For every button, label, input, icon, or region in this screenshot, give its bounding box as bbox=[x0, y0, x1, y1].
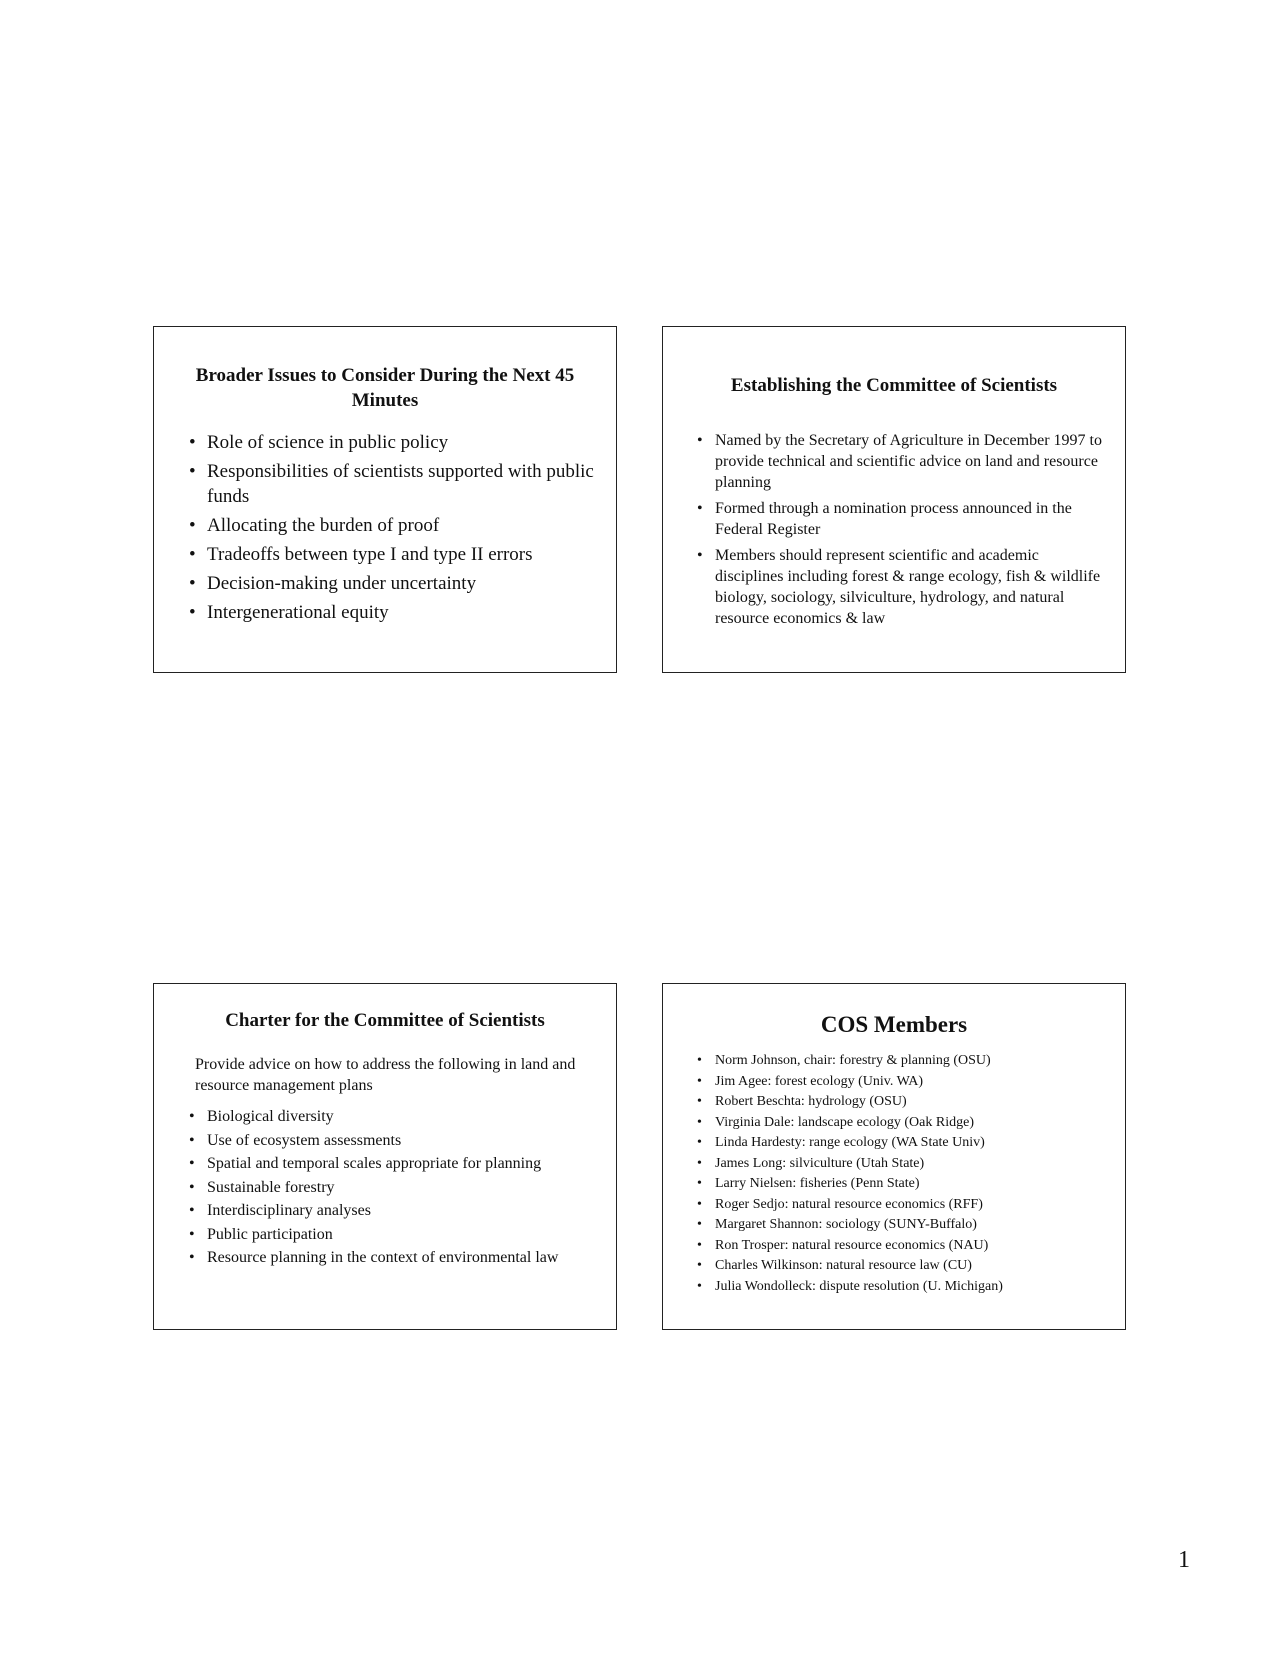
list-item: • Norm Johnson, chair: forestry & planning (OSU) bbox=[697, 1051, 1115, 1072]
list-item: • Decision-making under uncertainty bbox=[189, 571, 596, 596]
list-item: • Formed through a nomination process announced in the Federal Register bbox=[697, 498, 1105, 540]
slide-title: Establishing the Committee of Scientists bbox=[730, 375, 1058, 396]
slide-charter bbox=[153, 983, 617, 1330]
list-item: • Ron Trosper: natural resource economics (NAU) bbox=[697, 1236, 1115, 1257]
slide-title: Charter for the Committee of Scientists bbox=[225, 1010, 545, 1031]
list-item: • Charles Wilkinson: natural resource law (CU) bbox=[697, 1256, 1115, 1277]
list-item: • Named by the Secretary of Agriculture in December 1997 to provide technical and scientific advice on land and resource planning bbox=[697, 430, 1105, 493]
list-item: • Spatial and temporal scales appropriate for planning bbox=[189, 1154, 596, 1175]
list-item: • Julia Wondolleck: dispute resolution (U. Michigan) bbox=[697, 1277, 1115, 1298]
slide-establishing-committee bbox=[662, 326, 1126, 673]
list-item: • Sustainable forestry bbox=[189, 1178, 596, 1199]
list-item: • Margaret Shannon: sociology (SUNY-Buffalo) bbox=[697, 1215, 1115, 1236]
slide-title: COS Members bbox=[820, 1012, 968, 1037]
slide-intro: Provide advice on how to address the following in land and resource management plans bbox=[195, 1056, 576, 1094]
list-item: • Resource planning in the context of environmental law bbox=[189, 1248, 596, 1269]
list-item: • James Long: silviculture (Utah State) bbox=[697, 1154, 1115, 1175]
list-item: • Robert Beschta: hydrology (OSU) bbox=[697, 1092, 1115, 1113]
list-item: • Tradeoffs between type I and type II errors bbox=[189, 542, 596, 567]
list-item: • Interdisciplinary analyses bbox=[189, 1201, 596, 1222]
bullet-list bbox=[697, 1051, 1115, 1297]
bullet-list bbox=[189, 430, 596, 629]
list-item: • Responsibilities of scientists supported with public funds bbox=[189, 459, 596, 509]
list-item: • Larry Nielsen: fisheries (Penn State) bbox=[697, 1174, 1115, 1195]
list-item: • Intergenerational equity bbox=[189, 600, 596, 625]
list-item: • Public participation bbox=[189, 1225, 596, 1246]
list-item: • Biological diversity bbox=[189, 1107, 596, 1128]
bullet-list bbox=[697, 430, 1105, 634]
slide-cos-members bbox=[662, 983, 1126, 1330]
list-item: • Use of ecosystem assessments bbox=[189, 1131, 596, 1152]
slide-title: Broader Issues to Consider During the Next 45 Minutes bbox=[195, 365, 575, 411]
list-item: • Jim Agee: forest ecology (Univ. WA) bbox=[697, 1072, 1115, 1093]
list-item: • Role of science in public policy bbox=[189, 430, 596, 455]
bullet-list bbox=[189, 1107, 596, 1272]
list-item: • Roger Sedjo: natural resource economics (RFF) bbox=[697, 1195, 1115, 1216]
list-item: • Members should represent scientific and academic disciplines including forest & range ecology, fish & wildlife biology, sociology, silviculture, hydrology, and natural resource economics & law bbox=[697, 545, 1105, 629]
slide-broader-issues bbox=[153, 326, 617, 673]
list-item: • Allocating the burden of proof bbox=[189, 513, 596, 538]
page-number: 1 bbox=[1178, 1547, 1190, 1573]
list-item: • Virginia Dale: landscape ecology (Oak Ridge) bbox=[697, 1113, 1115, 1134]
list-item: • Linda Hardesty: range ecology (WA State Univ) bbox=[697, 1133, 1115, 1154]
